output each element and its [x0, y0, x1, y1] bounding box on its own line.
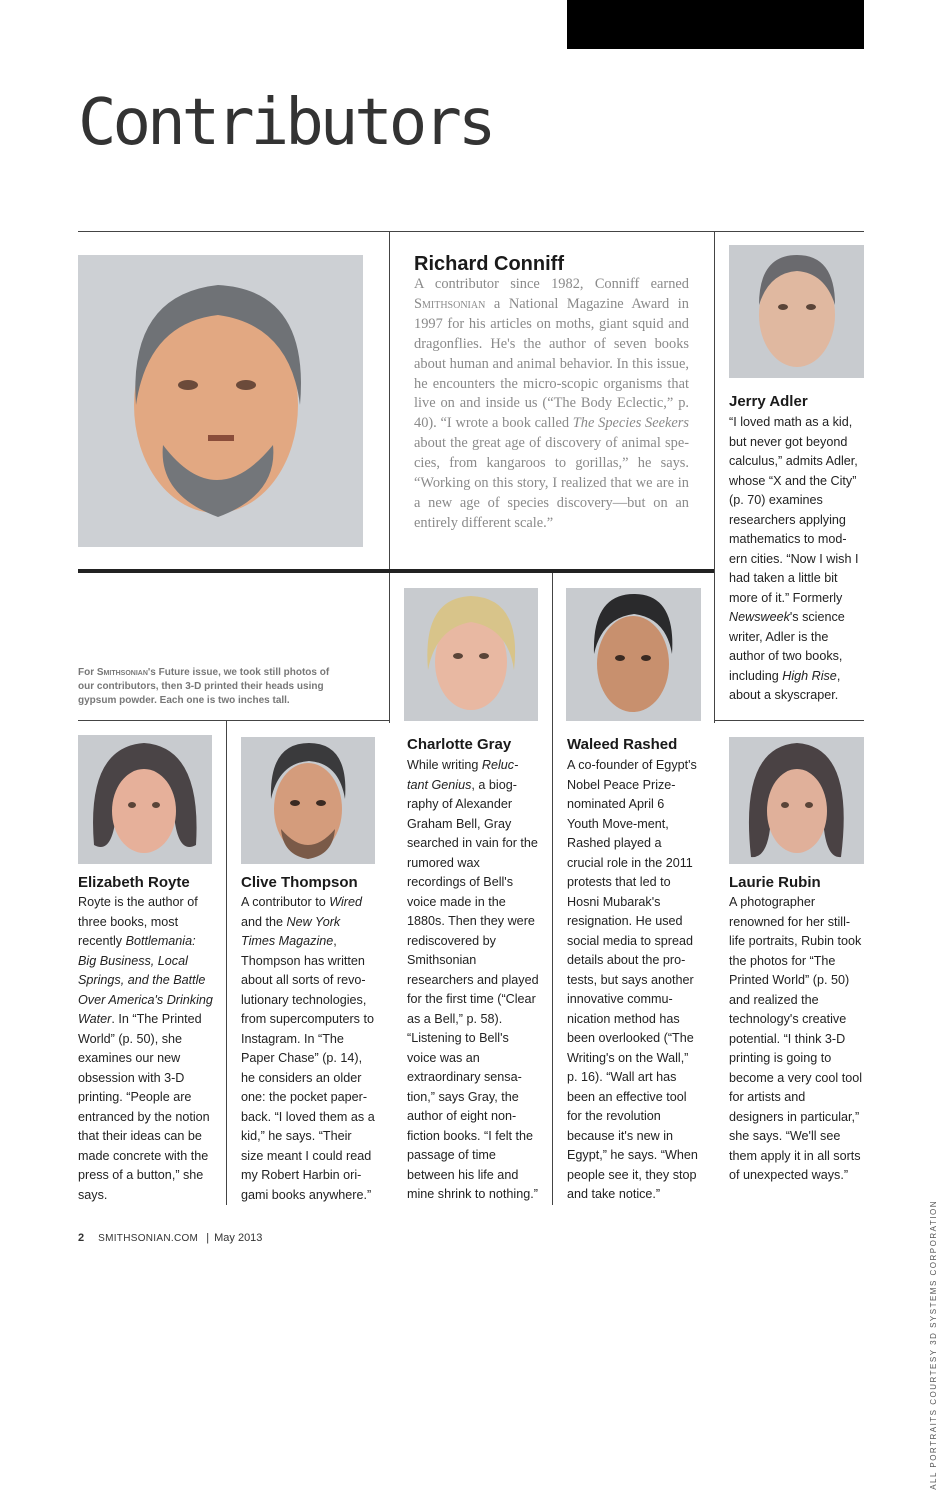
footer-site: SMITHSONIAN.COM [98, 1233, 199, 1244]
contributor-bio-royte: Royte is the author of three books, most recently Bottlemania: Big Business, Local Springs, and the Battle Over America's Drinking Water. In “The Printed World” (p. 50), she examines our new obsession with 3-D printing. “People are entranced by the notion that their ideas can be made concrete with the press of a button,” she says. [78, 895, 213, 1202]
royte-portrait [78, 735, 212, 864]
thick-divider [78, 569, 714, 573]
vertical-divider-4 [552, 573, 553, 1205]
header-black-bar [567, 0, 864, 49]
caption-rule [78, 720, 390, 721]
contributor-name-adler: Jerry Adler [729, 393, 808, 410]
contributor-bio-rubin: A photographer renowned for her still-life portraits, Rubin took the photos for “The Printed World” (p. 50) and realized the technology's creative potential. “I think 3-D printing is going to become a very cool tool for artists and designers in particular,” she says. “We'll see them apply it in all sorts of unexpected ways.” [729, 895, 863, 1182]
gray-portrait [404, 588, 538, 721]
footer-issue: May 2013 [214, 1232, 263, 1244]
contributor-name-gray: Charlotte Gray [407, 736, 512, 753]
vertical-divider-5 [226, 720, 227, 1205]
contributor-name-thompson: Clive Thompson [241, 874, 358, 891]
contributor-name-rubin: Laurie Rubin [729, 874, 821, 891]
contributor-name-royte: Elizabeth Royte [78, 874, 190, 891]
rashed-portrait [566, 588, 701, 721]
contributor-name-rashed: Waleed Rashed [567, 736, 678, 753]
adler-portrait [729, 245, 864, 378]
adler-rule [714, 720, 864, 721]
contributor-bio-gray: While writing Reluc-tant Genius, a biog-raphy of Alexander Graham Bell, Gray searched in vain for the rumored wax recordings of Bell's voice made in the 1880s. Then they were rediscovered by Smithsonian researchers and played for the first time (“Clear as a Bell,” p. 58). “Listening to Bell's voice was an extraordinary sensa-tion,” says Gray, the author of eight non-fiction books. “I felt the passage of time between his life and mine shrink to nothing.” [407, 758, 539, 1201]
contributor-bio-adler: “I loved math as a kid, but never got beyond calculus,” admits Adler, whose “X and the City” (p. 70) examines researchers applying mathematics to mod-ern cities. “Now I wish I had taken a little bit more of it.” Formerly Newsweek's science writer, Adler is the author of two books, including High Rise, about a skyscraper. [729, 415, 859, 702]
vertical-divider-1 [389, 231, 390, 569]
vertical-divider-2 [714, 231, 715, 723]
page-footer [78, 1232, 262, 1244]
contributor-bio-conniff: A contributor since 1982, Conniff earned Smithsonian a National Magazine Award in 1997 for his articles on moths, giant squid and dragonflies. He's the author of seven books about human and animal behavior. In this issue, he encounters the micro-scopic organisms that live on and inside us (“The Body Eclectic,” p. 40). “I wrote a book called The Species Seekers about the great age of discovery of animal spe-cies, from kangaroos to gorillas,” he says. “Working on this story, I realized that we are in a new age of species discovery—but on an entirely different scale.” [414, 276, 689, 531]
photo-credit: ALL PORTRAITS COURTESY 3D SYSTEMS CORPORATION [929, 1200, 938, 1490]
page-title: Contributors [78, 86, 493, 160]
conniff-portrait [78, 255, 363, 547]
contributor-name-conniff: Richard Conniff [414, 253, 564, 275]
contributor-bio-rashed: A co-founder of Egypt's Nobel Peace Prize-nominated April 6 Youth Move-ment, Rashed played a crucial role in the 2011 protests that led to Hosni Mubarak's resignation. He used social media to spread details about the pro-tests, but says another innovative commu-nication method has been overlooked (“The Writing's on the Wall,” p. 16). “Wall art has been an effective tool for the revolution because it's new in Egypt,” he says. “When people see it, they stop and take notice.” [567, 758, 698, 1201]
vertical-divider-3 [389, 573, 390, 723]
page-number: 2 [78, 1232, 85, 1244]
rubin-portrait [729, 737, 864, 864]
photo-caption: For Smithsonian's Future issue, we took still photos of our contributors, then 3-D printed their heads using gypsum powder. Each one is two inches tall. [78, 667, 330, 706]
contributor-bio-thompson: A contributor to Wired and the New York Times Magazine, Thompson has written about all sorts of revo-lutionary technologies, from supercomputers to Instagram. In “The Paper Chase” (p. 14), he considers an older one: the pocket paper-back. “I loved them as a kid,” he says. “Their size meant I could read my Robert Harbin ori-gami books anywhere.” [241, 895, 375, 1202]
thompson-portrait [241, 737, 375, 864]
top-rule [78, 231, 864, 232]
footer-separator: | [206, 1232, 210, 1244]
